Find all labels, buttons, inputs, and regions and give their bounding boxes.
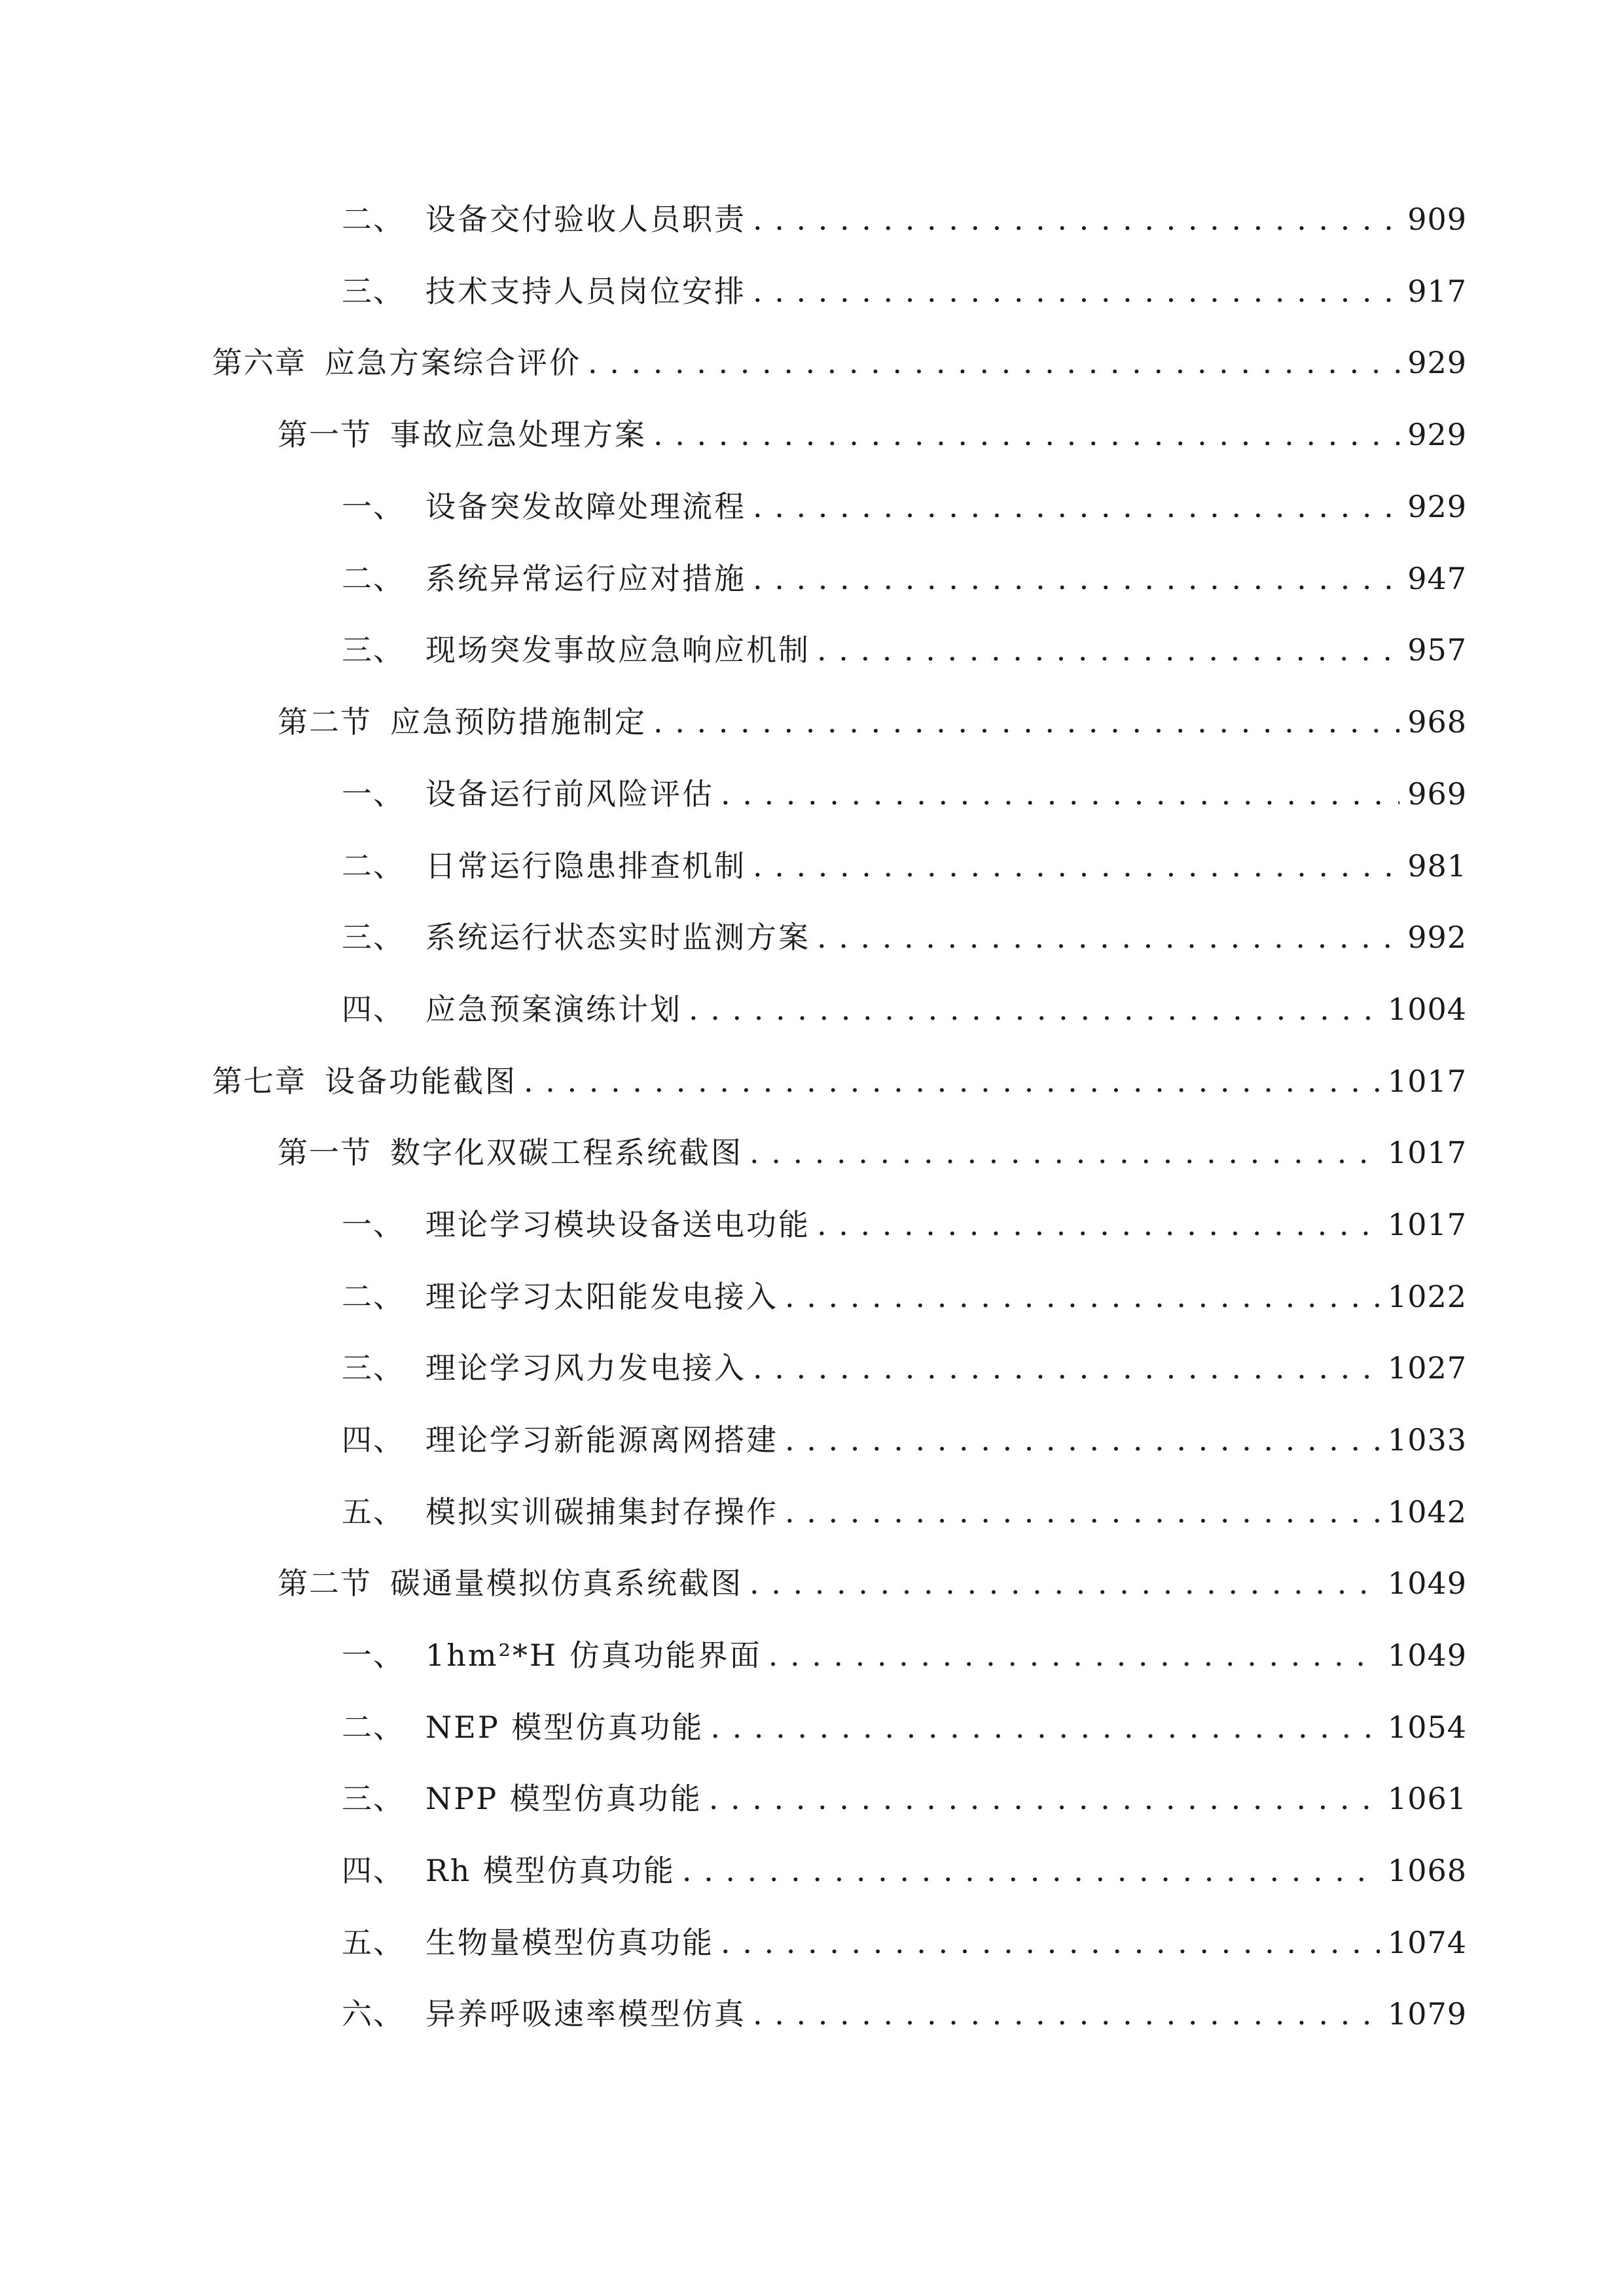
toc-entry-number: 四、 (342, 1422, 405, 1458)
toc-dot-leader (709, 1784, 1380, 1814)
toc-entry-page: 969 (1407, 776, 1467, 812)
toc-entry-page: 992 (1407, 920, 1467, 955)
toc-entry[interactable] (342, 1261, 1467, 1333)
toc-entry[interactable] (342, 1332, 1467, 1404)
toc-entry-number: 一、 (342, 489, 405, 524)
toc-entry-section[interactable] (278, 399, 1467, 471)
toc-entry-number: 四、 (342, 1853, 405, 1888)
toc-dot-leader (785, 1282, 1380, 1312)
toc-entry[interactable] (342, 1691, 1467, 1763)
toc-dot-leader (524, 1066, 1380, 1096)
toc-entry-page: 1022 (1387, 1279, 1467, 1314)
toc-entry-title: 技术支持人员岗位安排 (425, 274, 746, 309)
toc-entry-page: 1074 (1387, 1925, 1467, 1960)
toc-dot-leader (721, 779, 1399, 809)
toc-entry-title: 设备交付验收人员职责 (425, 202, 746, 237)
toc-entry-page: 1049 (1387, 1566, 1467, 1601)
toc-dot-leader (785, 1497, 1380, 1527)
toc-entry-title: 异养呼吸速率模型仿真 (425, 1996, 746, 2032)
toc-dot-leader (653, 420, 1399, 450)
toc-dot-leader (682, 1856, 1380, 1886)
toc-entry-title: 理论学习新能源离网搭建 (425, 1422, 778, 1458)
toc-entry-title: 理论学习模块设备送电功能 (425, 1207, 810, 1242)
toc-dot-leader (785, 1425, 1380, 1455)
toc-entry[interactable] (342, 471, 1467, 543)
toc-entry-title: 设备突发故障处理流程 (425, 489, 746, 524)
toc-entry[interactable] (342, 901, 1467, 973)
toc-entry-number: 三、 (342, 920, 405, 955)
toc-dot-leader (817, 1210, 1380, 1240)
toc-dot-leader (710, 1712, 1380, 1742)
toc-entry-number: 第六章 (212, 345, 306, 380)
toc-entry-page: 957 (1407, 632, 1467, 668)
toc-entry[interactable] (342, 973, 1467, 1045)
toc-dot-leader (753, 564, 1399, 594)
toc-entry-title: 日常运行隐患排查机制 (425, 848, 746, 884)
toc-entry[interactable] (342, 1476, 1467, 1548)
toc-entry-page: 1017 (1387, 1135, 1467, 1170)
toc-dot-leader (817, 635, 1399, 665)
toc-entry-title: 系统异常运行应对措施 (425, 561, 746, 596)
toc-dot-leader (753, 851, 1399, 881)
toc-entry-number: 三、 (342, 632, 405, 668)
toc-entry-title: 理论学习风力发电接入 (425, 1350, 746, 1386)
toc-dot-leader (749, 1138, 1380, 1168)
toc-dot-leader (753, 276, 1399, 306)
toc-entry-number: 第七章 (212, 1064, 306, 1099)
toc-entry-number: 一、 (342, 776, 405, 812)
toc-entry-page: 917 (1407, 274, 1467, 309)
toc-entry-number: 一、 (342, 1207, 405, 1242)
toc-entry-chapter[interactable] (212, 1045, 1467, 1117)
toc-entry-page: 1068 (1387, 1853, 1467, 1888)
toc-entry-number: 二、 (342, 848, 405, 884)
toc-entry-number: 第二节 (278, 1566, 372, 1601)
toc-entry-title: 系统运行状态实时监测方案 (425, 920, 810, 955)
toc-entry-number: 第一节 (278, 1135, 372, 1170)
toc-dot-leader (653, 707, 1399, 737)
toc-entry-number: 一、 (342, 1638, 405, 1673)
toc-entry-page: 1004 (1387, 992, 1467, 1027)
toc-entry[interactable] (342, 614, 1467, 686)
toc-entry-title: 设备功能截图 (325, 1064, 517, 1099)
toc-entry-page: 1061 (1387, 1781, 1467, 1816)
toc-dot-leader (689, 994, 1380, 1024)
toc-entry-number: 三、 (342, 274, 405, 309)
toc-entry-page: 929 (1407, 417, 1467, 452)
toc-entry-number: 二、 (342, 561, 405, 596)
toc-entry-page: 909 (1407, 202, 1467, 237)
toc-entry-title: NPP 模型仿真功能 (425, 1781, 702, 1816)
toc-dot-leader (753, 1999, 1380, 2029)
toc-entry-section[interactable] (278, 1117, 1467, 1189)
toc-entry-page: 1079 (1387, 1996, 1467, 2032)
toc-entry-title: NEP 模型仿真功能 (425, 1710, 704, 1745)
toc-entry-title: Rh 模型仿真功能 (425, 1853, 676, 1888)
toc-entry-section[interactable] (278, 1547, 1467, 1619)
toc-entry-page: 1033 (1387, 1422, 1467, 1458)
toc-entry-number: 二、 (342, 1710, 405, 1745)
toc-dot-leader (588, 348, 1399, 378)
toc-entry-page: 1049 (1387, 1638, 1467, 1673)
toc-entry-page: 947 (1407, 561, 1467, 596)
toc-dot-leader (753, 1353, 1380, 1383)
toc-entry-chapter[interactable] (212, 327, 1467, 399)
toc-dot-leader (721, 1928, 1380, 1958)
toc-entry-page: 968 (1407, 704, 1467, 740)
toc-entry-number: 三、 (342, 1781, 405, 1816)
toc-entry-title: 设备运行前风险评估 (425, 776, 714, 812)
toc-dot-leader (749, 1568, 1380, 1598)
toc-entry[interactable] (342, 1907, 1467, 1979)
toc-entry-title: 1hm²*H 仿真功能界面 (425, 1638, 762, 1673)
toc-entry[interactable] (342, 1978, 1467, 2050)
toc-entry-title: 应急预防措施制定 (390, 704, 647, 740)
toc-entry-title: 生物量模型仿真功能 (425, 1925, 714, 1960)
toc-entry[interactable] (342, 1835, 1467, 1907)
toc-entry-title: 应急预案演练计划 (425, 992, 682, 1027)
toc-entry-title: 模拟实训碳捕集封存操作 (425, 1494, 778, 1530)
toc-entry-number: 第一节 (278, 417, 372, 452)
toc-entry[interactable] (342, 543, 1467, 615)
toc-dot-leader (753, 204, 1399, 234)
toc-entry-page: 981 (1407, 848, 1467, 884)
toc-entry[interactable] (342, 183, 1467, 255)
toc-entry[interactable] (342, 255, 1467, 327)
toc-entry-page: 929 (1407, 489, 1467, 524)
toc-entry[interactable] (342, 1404, 1467, 1476)
toc-entry[interactable] (342, 1619, 1467, 1691)
toc-entry-number: 第二节 (278, 704, 372, 740)
toc-entry[interactable] (342, 1189, 1467, 1261)
toc-entry-number: 五、 (342, 1494, 405, 1530)
toc-entry-number: 六、 (342, 1996, 405, 2032)
toc-entry-title: 现场突发事故应急响应机制 (425, 632, 810, 668)
toc-entry-number: 三、 (342, 1350, 405, 1386)
toc-entry-number: 二、 (342, 1279, 405, 1314)
toc-entry-title: 应急方案综合评价 (325, 345, 581, 380)
toc-entry-page: 1042 (1387, 1494, 1467, 1530)
toc-entry-number: 五、 (342, 1925, 405, 1960)
toc-entry-title: 事故应急处理方案 (390, 417, 647, 452)
toc-entry-title: 数字化双碳工程系统截图 (390, 1135, 743, 1170)
toc-entry[interactable] (342, 830, 1467, 902)
toc-dot-leader (817, 922, 1399, 952)
toc-entry-page: 1054 (1387, 1710, 1467, 1745)
toc-entry-number: 四、 (342, 992, 405, 1027)
toc-entry-number: 二、 (342, 202, 405, 237)
toc-entry[interactable] (342, 758, 1467, 830)
toc-entry-section[interactable] (278, 686, 1467, 758)
toc-entry-page: 1027 (1387, 1350, 1467, 1386)
toc-entry-page: 929 (1407, 345, 1467, 380)
toc-dot-leader (753, 492, 1399, 522)
toc-entry[interactable] (342, 1763, 1467, 1835)
toc-entry-title: 理论学习太阳能发电接入 (425, 1279, 778, 1314)
toc-dot-leader (768, 1640, 1380, 1670)
toc-entry-page: 1017 (1387, 1207, 1467, 1242)
toc-entry-title: 碳通量模拟仿真系统截图 (390, 1566, 743, 1601)
toc-entry-page: 1017 (1387, 1064, 1467, 1099)
